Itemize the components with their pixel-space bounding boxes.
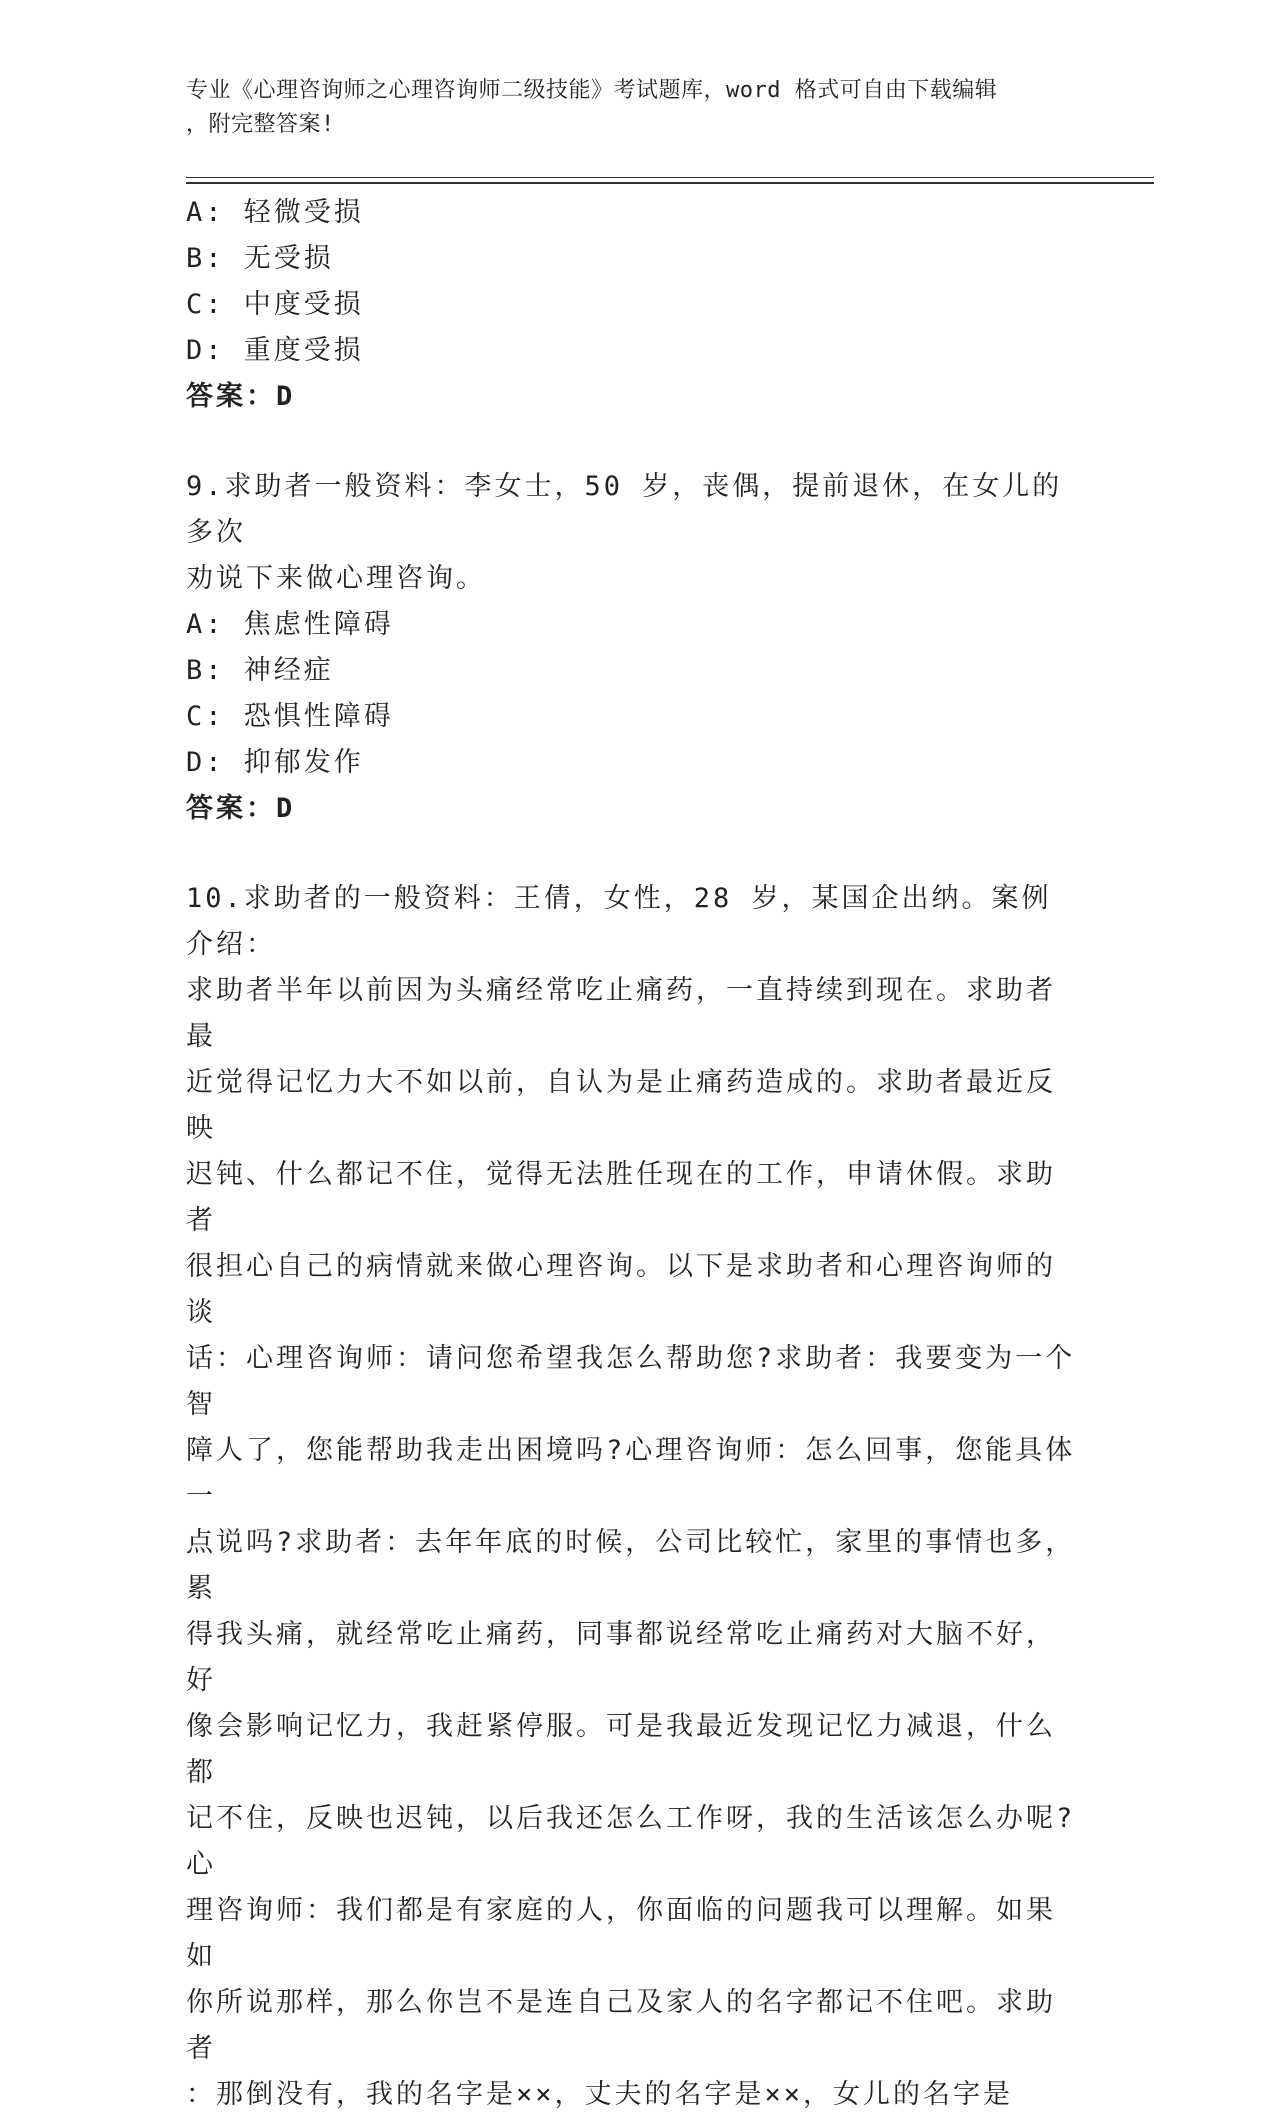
option-b: B: 无受损	[186, 243, 334, 274]
option-b: B: 神经症	[186, 655, 334, 686]
option-c: C: 恐惧性障碍	[186, 701, 394, 732]
question-10-line: 点说吗?求助者：去年年底的时候，公司比较忙，家里的事情也多，累	[186, 1527, 1076, 1604]
question-10-line: 很担心自己的病情就来做心理咨询。以下是求助者和心理咨询师的谈	[186, 1251, 1056, 1328]
question-9-stem-line-1: 9.求助者一般资料：李女士，50 岁，丧偶，提前退休，在女儿的多次	[186, 471, 1063, 548]
header-line-1: 专业《心理咨询师之心理咨询师二级技能》考试题库，word 格式可自由下载编辑	[186, 78, 998, 103]
header-divider-bottom	[186, 182, 1154, 184]
question-10-line: 10.求助者的一般资料：王倩，女性，28 岁，某国企出纳。案例介绍：	[186, 883, 1052, 960]
question-10-line: 得我头痛，就经常吃止痛药，同事都说经常吃止痛药对大脑不好，好	[186, 1619, 1056, 1696]
document-header	[186, 74, 1066, 142]
question-9	[186, 464, 1076, 832]
option-a: A: 轻微受损	[186, 197, 364, 228]
question-10-line: 记不住，反映也迟钝，以后我还怎么工作呀，我的生活该怎么办呢?心	[186, 1803, 1076, 1880]
document-body	[186, 190, 1076, 2118]
question-10-line: 你所说那样，那么你岂不是连自己及家人的名字都记不住吧。求助者	[186, 1987, 1056, 2064]
question-10-line: 求助者半年以前因为头痛经常吃止痛药，一直持续到现在。求助者最	[186, 975, 1056, 1052]
question-9-stem-line-2: 劝说下来做心理咨询。	[186, 563, 486, 594]
question-10-line: 像会影响记忆力，我赶紧停服。可是我最近发现记忆力减退，什么都	[186, 1711, 1056, 1788]
question-10-line: 迟钝、什么都记不住，觉得无法胜任现在的工作，申请休假。求助者	[186, 1159, 1056, 1236]
question-10-line: 障人了，您能帮助我走出困境吗?心理咨询师：怎么回事，您能具体一	[186, 1435, 1076, 1512]
question-8-options	[186, 190, 1076, 420]
question-10-line: 近觉得记忆力大不如以前，自认为是止痛药造成的。求助者最近反映	[186, 1067, 1056, 1144]
option-d: D: 重度受损	[186, 335, 364, 366]
question-10-line: 话：心理咨询师：请问您希望我怎么帮助您?求助者：我要变为一个智	[186, 1343, 1076, 1420]
option-c: C: 中度受损	[186, 289, 364, 320]
option-d: D: 抑郁发作	[186, 747, 364, 778]
answer-9: 答案：D	[186, 793, 296, 824]
question-10	[186, 876, 1076, 2118]
question-10-line: 理咨询师：我们都是有家庭的人，你面临的问题我可以理解。如果如	[186, 1895, 1056, 1972]
option-a: A: 焦虑性障碍	[186, 609, 394, 640]
answer-8: 答案：D	[186, 381, 296, 412]
header-line-2: ，附完整答案!	[186, 112, 335, 137]
question-10-line: ：那倒没有，我的名字是××，丈夫的名字是××，女儿的名字是	[186, 2079, 1014, 2110]
header-divider-top	[186, 177, 1154, 178]
